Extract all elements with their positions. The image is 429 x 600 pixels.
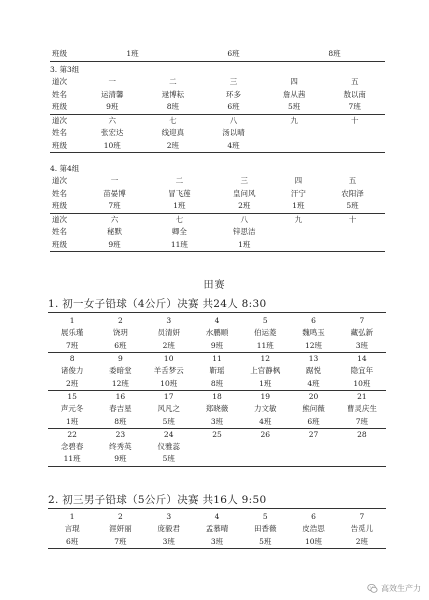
lane-cell: 冒飞莲 — [168, 188, 191, 198]
athlete-cell: 1班 — [48, 415, 96, 428]
lane-cell — [264, 127, 325, 140]
athlete-cell: 21 — [357, 391, 367, 401]
lane-cell — [324, 140, 385, 153]
athlete-cell: 熊问薇 — [302, 404, 325, 414]
lane-cell: 三 — [229, 77, 238, 87]
athlete-cell: 10班 — [145, 377, 193, 390]
athlete-cell — [338, 441, 386, 453]
lane-cell: 皇问风 — [233, 188, 256, 198]
athlete-cell: 皮浩思 — [302, 524, 325, 534]
athlete-cell: 4 — [214, 512, 220, 522]
lane-cell: 2班 — [212, 200, 277, 213]
athlete-row-name — [48, 365, 386, 377]
athlete-cell: 3班 — [193, 536, 241, 549]
athlete-cell: 7班 — [338, 415, 386, 428]
lane-table — [50, 76, 385, 153]
athlete-cell — [338, 453, 386, 466]
row-label: 道次 — [52, 176, 67, 186]
athlete-cell: 9 — [118, 354, 123, 364]
lane-cell: 三 — [240, 176, 249, 186]
athlete-cell: 3班 — [145, 536, 193, 549]
lane-cell: 1班 — [277, 200, 320, 213]
lane-cell: 詹从茜 — [282, 89, 306, 99]
lane-row — [50, 89, 385, 102]
row-label: 姓名 — [52, 128, 67, 138]
lane-cell: 2班 — [143, 140, 204, 153]
event-title: 1. 初一女子铅球（4公斤）决赛 共24人 8:30 — [48, 298, 267, 310]
lane-cell: 锌思洁 — [233, 227, 256, 237]
lane-cell: 汤以晴 — [222, 128, 245, 138]
athlete-cell: 27 — [308, 429, 319, 439]
row-label: 班级 — [50, 239, 82, 252]
athlete-cell: 20 — [308, 391, 319, 401]
athlete-cell: 5 — [262, 316, 268, 326]
athlete-cell: 3班 — [338, 340, 386, 353]
lane-cell: 二 — [175, 176, 184, 186]
lane-cell — [324, 127, 385, 140]
lane-cell: 4班 — [203, 140, 264, 153]
athlete-cell: 2 — [118, 512, 123, 522]
athlete-cell: 2班 — [145, 340, 193, 353]
athlete-cell: 17 — [163, 391, 174, 401]
section-title: 田赛 — [203, 280, 226, 291]
athlete-cell: 委暗堂 — [109, 366, 132, 376]
row-label: 班级 — [50, 48, 82, 61]
athlete-row-num — [48, 315, 386, 327]
lane-cell: 9班 — [82, 239, 147, 252]
athlete-cell — [193, 453, 241, 466]
lane-row — [50, 140, 385, 153]
athlete-cell: 水鹏順 — [205, 328, 229, 338]
athlete-cell: 言琨 — [64, 524, 80, 534]
event-title: 2. 初三男子铅球（5公斤）决赛 共16人 9:50 — [48, 494, 267, 506]
athlete-cell: 风凡之 — [157, 404, 180, 414]
athlete-row-name — [48, 403, 386, 415]
athlete-row-name — [48, 441, 386, 453]
lane-cell — [277, 239, 320, 252]
athlete-cell: 23 — [115, 429, 126, 439]
lane-cell: 七 — [169, 115, 177, 125]
lane-cell — [320, 239, 385, 252]
athlete-cell: 1 — [69, 512, 75, 522]
athlete-cell: 11班 — [48, 453, 96, 466]
athlete-cell: 19 — [260, 391, 271, 401]
athlete-cell: 12 — [260, 354, 271, 364]
lane-row — [50, 226, 385, 239]
lane-row — [50, 48, 385, 61]
lane-cell: 7班 — [82, 200, 147, 213]
athlete-row-cls — [48, 415, 386, 428]
athlete-cell: 10班 — [289, 536, 337, 549]
athlete-cell: 8 — [69, 354, 75, 364]
athlete-cell: 9班 — [193, 340, 241, 353]
athlete-cell: 郑晓薇 — [205, 404, 229, 414]
athlete-row-num — [48, 428, 386, 441]
athlete-cell — [193, 441, 241, 453]
lane-row — [50, 101, 385, 114]
lane-cell: 5班 — [264, 101, 325, 114]
lane-cell: 8班 — [284, 48, 385, 61]
athlete-row-cls — [48, 377, 386, 390]
athlete-cell: 5班 — [145, 453, 193, 466]
athlete-cell: 2班 — [338, 536, 386, 549]
athlete-cell — [241, 453, 289, 466]
athlete-row-num — [48, 390, 386, 403]
event-rule — [48, 508, 386, 509]
athlete-cell: 2班 — [48, 377, 96, 390]
lane-row — [50, 175, 385, 188]
athlete-cell — [289, 453, 337, 466]
athlete-cell: 展乐瑾 — [60, 328, 84, 338]
row-label: 姓名 — [52, 188, 67, 198]
lane-cell: 逯博耘 — [161, 89, 185, 99]
group-title: 3. 第3组 — [50, 65, 80, 74]
lane-cell: 8班 — [143, 101, 204, 114]
athlete-cell: 7班 — [96, 536, 144, 549]
lane-cell: 六 — [110, 214, 119, 224]
lane-cell: 六 — [108, 115, 117, 125]
athlete-cell: 15 — [67, 391, 77, 401]
athlete-cell: 伯运菱 — [254, 328, 277, 338]
athlete-cell: 4班 — [241, 415, 289, 428]
athlete-row-name — [48, 327, 386, 339]
athlete-cell: 5 — [262, 512, 268, 522]
lane-table — [50, 175, 385, 252]
row-label: 道次 — [52, 115, 67, 125]
athlete-cell — [289, 441, 337, 453]
athlete-cell: 力文敏 — [254, 404, 277, 414]
athlete-cell: 3 — [166, 512, 172, 522]
lane-cell — [320, 226, 385, 239]
lane-cell: 9班 — [82, 101, 143, 114]
lane-cell: 6班 — [203, 101, 264, 114]
lane-cell: 张宏达 — [101, 128, 124, 138]
lane-cell: 农阳泽 — [341, 188, 364, 198]
athlete-cell: 8班 — [193, 377, 241, 390]
athlete-cell: 5班 — [241, 536, 289, 549]
athlete-cell: 11 — [212, 354, 222, 364]
athlete-cell: 魏鸣玉 — [302, 328, 325, 338]
row-label: 道次 — [52, 214, 67, 224]
lane-row — [50, 239, 385, 252]
athlete-cell: 羊舌梦云 — [153, 366, 184, 376]
lane-cell: 八 — [229, 115, 238, 125]
athlete-cell: 10 — [163, 354, 174, 364]
row-label: 班级 — [50, 101, 82, 114]
lane-cell: 五 — [350, 77, 359, 87]
athlete-cell: 春吉星 — [109, 404, 132, 414]
lane-cell: 四 — [290, 77, 298, 87]
athlete-cell: 7班 — [48, 340, 96, 353]
athlete-cell: 6 — [311, 512, 316, 522]
athlete-cell: 7 — [359, 316, 365, 326]
athlete-row-cls — [48, 536, 386, 549]
lane-cell: 一 — [108, 77, 117, 87]
athlete-cell: 6班 — [96, 340, 144, 353]
athlete-cell: 18 — [212, 391, 222, 401]
athlete-cell: 3班 — [193, 415, 241, 428]
athlete-cell: 26 — [260, 429, 271, 439]
lane-cell: 八 — [240, 214, 249, 224]
lane-table-continued — [50, 48, 385, 62]
watermark-text: 高效生产力 — [381, 584, 421, 593]
wechat-icon — [367, 583, 378, 594]
row-label: 班级 — [50, 140, 82, 153]
lane-cell: 一 — [110, 176, 119, 186]
athlete-cell: 员清妍 — [157, 328, 180, 338]
lane-cell: 11班 — [147, 239, 212, 252]
lane-row — [50, 114, 385, 127]
athlete-cell: 13 — [308, 354, 319, 364]
athlete-cell: 涯妍丽 — [109, 524, 132, 534]
lane-cell: 九 — [294, 214, 303, 224]
event-rule — [48, 312, 386, 313]
athlete-row-name — [48, 523, 386, 535]
athlete-cell: 7 — [359, 512, 365, 522]
lane-cell: 五 — [348, 176, 357, 186]
lane-cell: 5班 — [320, 200, 385, 213]
lane-cell: 1班 — [212, 239, 277, 252]
lane-cell: 七 — [175, 214, 184, 224]
lane-cell: 汗宁 — [290, 188, 306, 198]
row-label: 姓名 — [52, 227, 67, 237]
athlete-cell: 6班 — [289, 415, 337, 428]
athlete-cell: 田香薇 — [254, 524, 277, 534]
athlete-cell: 6 — [311, 316, 316, 326]
lane-cell: 二 — [169, 77, 177, 87]
athlete-cell: 念碧春 — [60, 442, 84, 452]
athlete-cell: 隐宜年 — [350, 366, 374, 376]
athlete-cell: 4班 — [289, 377, 337, 390]
athlete-cell: 6班 — [48, 536, 96, 549]
athlete-cell: 10班 — [338, 377, 386, 390]
athlete-row-num — [48, 511, 386, 523]
athlete-grid — [48, 511, 386, 549]
athlete-row-cls — [48, 340, 386, 353]
athlete-cell — [241, 441, 289, 453]
row-label: 道次 — [52, 77, 67, 87]
athlete-cell: 上官静枫 — [250, 366, 281, 376]
lane-cell — [264, 140, 325, 153]
lane-row — [50, 188, 385, 201]
athlete-cell: 24 — [163, 429, 174, 439]
athlete-cell: 5班 — [145, 415, 193, 428]
athlete-cell: 14 — [357, 354, 367, 364]
athlete-cell: 藏弘新 — [350, 328, 374, 338]
athlete-cell: 8班 — [96, 415, 144, 428]
lane-cell: 十 — [350, 115, 359, 125]
athlete-cell: 告觅儿 — [350, 524, 374, 534]
watermark — [367, 583, 421, 594]
athlete-cell: 3 — [166, 316, 172, 326]
athlete-cell: 4 — [214, 316, 220, 326]
lane-cell: 运清馨 — [101, 89, 124, 99]
lane-cell: 线迎真 — [161, 128, 185, 138]
athlete-cell: 终秀英 — [109, 442, 132, 452]
lane-row — [50, 127, 385, 140]
athlete-row-num — [48, 352, 386, 365]
lane-cell: 十 — [348, 214, 357, 224]
athlete-cell: 诸俊力 — [60, 366, 84, 376]
athlete-cell: 仪雅蕊 — [157, 442, 180, 452]
lane-row — [50, 213, 385, 226]
lane-cell: 敖以南 — [343, 89, 366, 99]
athlete-cell: 11班 — [241, 340, 289, 353]
athlete-cell: 22 — [67, 429, 77, 439]
row-label: 姓名 — [52, 89, 67, 99]
athlete-cell: 16 — [115, 391, 126, 401]
lane-cell — [277, 226, 320, 239]
athlete-cell: 庞毅君 — [157, 524, 180, 534]
athlete-row-cls — [48, 453, 386, 466]
row-label: 班级 — [50, 200, 82, 213]
group-title: 4. 第4组 — [50, 164, 80, 173]
lane-cell: 四 — [294, 176, 303, 186]
athlete-cell: 25 — [212, 429, 222, 439]
lane-cell: 九 — [290, 115, 298, 125]
athlete-cell: 踞悦 — [306, 366, 322, 376]
athlete-cell: 1班 — [241, 377, 289, 390]
lane-cell: 10班 — [82, 140, 143, 153]
athlete-cell: 28 — [357, 429, 367, 439]
athlete-cell: 饶玥 — [112, 328, 128, 338]
lane-cell: 1班 — [82, 48, 183, 61]
athlete-cell: 2 — [118, 316, 123, 326]
lane-row — [50, 76, 385, 89]
lane-cell: 1班 — [147, 200, 212, 213]
athlete-cell: 9班 — [96, 453, 144, 466]
athlete-cell: 12班 — [289, 340, 337, 353]
lane-cell: 卿全 — [171, 227, 187, 237]
athlete-cell: 1 — [69, 316, 75, 326]
athlete-grid — [48, 315, 386, 467]
athlete-cell: 靳瑶 — [209, 366, 225, 376]
lane-cell: 6班 — [183, 48, 284, 61]
athlete-cell: 曹灵庆生 — [346, 404, 377, 414]
athlete-cell: 孟慕晴 — [205, 524, 229, 534]
lane-cell: 秘默 — [106, 227, 122, 237]
athlete-cell: 声元冬 — [60, 404, 84, 414]
lane-cell: 7班 — [324, 101, 385, 114]
lane-cell: 苗晏博 — [103, 188, 126, 198]
athlete-cell: 12班 — [96, 377, 144, 390]
lane-row — [50, 200, 385, 213]
lane-cell: 环多 — [225, 89, 241, 99]
